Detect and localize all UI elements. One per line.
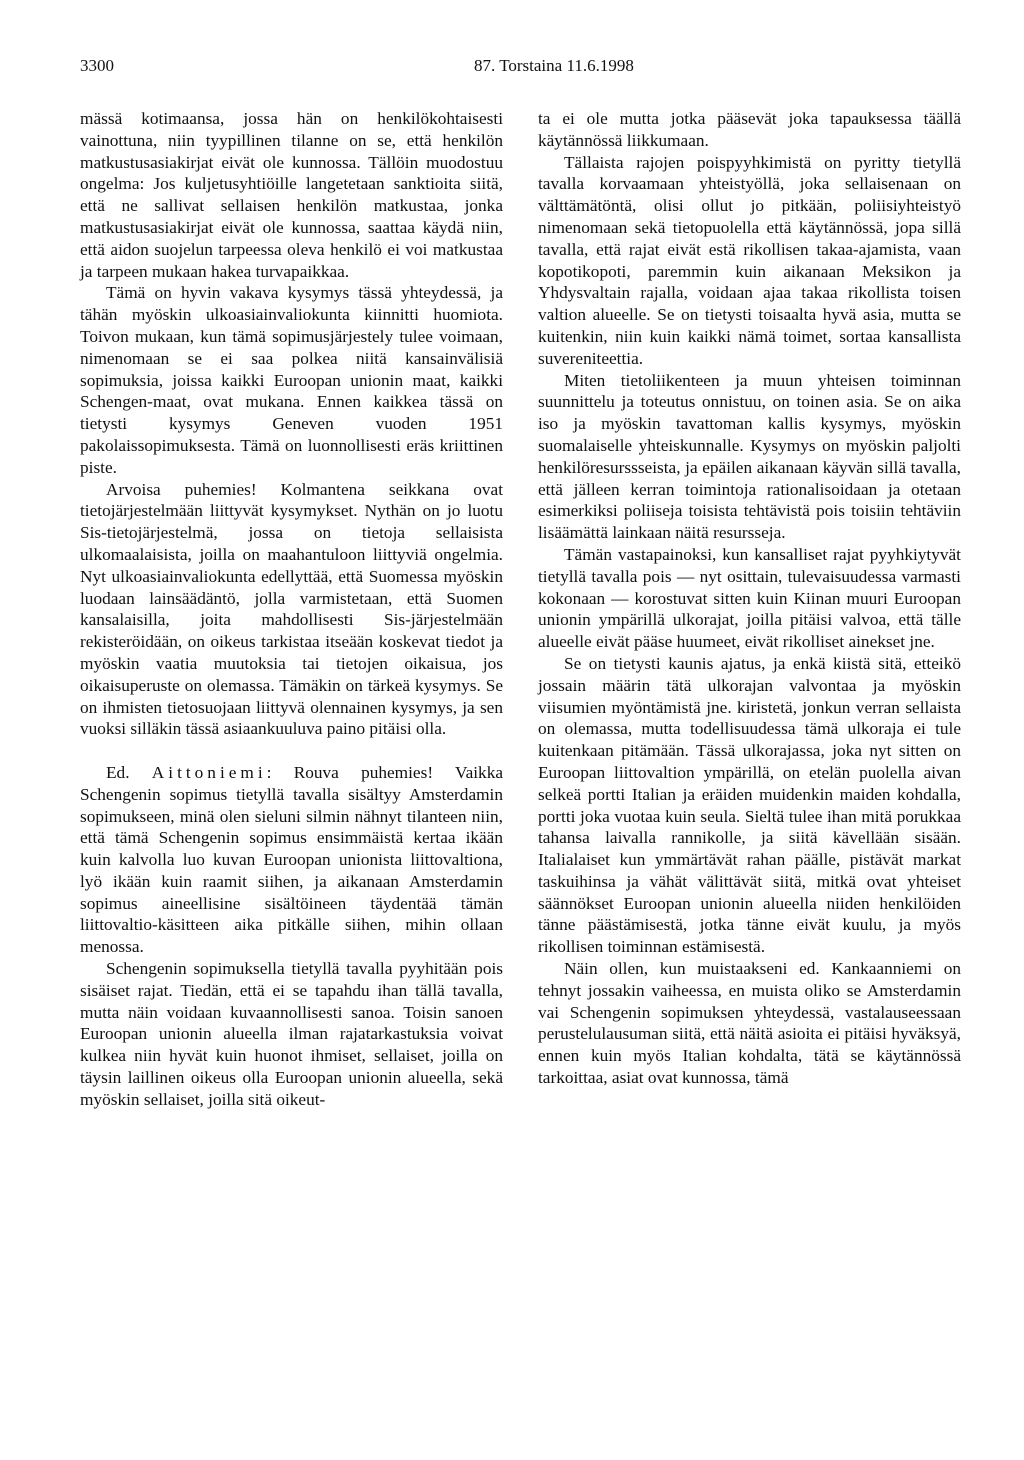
- paragraph: Se on tietysti kaunis ajatus, ja enkä kiistä sitä, etteikö jossain määrin tätä ulkorajan valvontaa ja myöskin viisumien myöntämistä jne. kiristetä, jonkun verran sellaista on olemassa, mutta todellisuudessa tämä ulkoraja ei tule kuitenkaan pitämään. Tässä ulkorajassa, joka nyt sitten on Euroopan liittovaltion ympärillä, on etelän puolella aivan selkeä portti Italian ja eräiden muidenkin maiden kohdalla, portti joka vuotaa kuin seula. Sieltä tulee ihan mitä porukkaa tahansa laivalla rannikolle, ja siitä kävellään sisään. Italialaiset kun ymmärtävät rahan päälle, pistävät markat taskuihinsa ja vähät välittävät siitä, mitkä ovat yhteiset säännökset Euroopan unionin alueella niiden henkilöiden tänne päästämisestä, jotka tänne eivät kuulu, ja myös rikollisen toiminnan estämisestä.: [538, 653, 961, 957]
- paragraph: Näin ollen, kun muistaakseni ed. Kankaanniemi on tehnyt jossakin vaiheessa, en muista oliko se Amsterdamin vai Schengenin sopimuksen yhteydessä, vastalauseessaan perustelulausuman siitä, että näitä asioita ei pitäisi hyväksyä, ennen kuin myös Italian kohdalta, tätä se käytännössä tarkoittaa, asiat ovat kunnossa, tämä: [538, 959, 961, 1088]
- speaker-prefix: Ed.: [106, 762, 152, 782]
- session-title: 87. Torstaina 11.6.1998: [474, 56, 634, 75]
- paragraph: Tämä on hyvin vakava kysymys tässä yhteydessä, ja tähän myöskin ulkoasiainvaliokunta kiinnitti huomiota. Toivon mukaan, kun tämä sopimusjärjestely tulee voimaan, nimenomaan se ei saa polkea niitä kansainvälisiä sopimuksia, joissa kaikki Euroopan unionin maat, kaikki Schengen-maat, ovat mukana. Ennen kaikkea tässä on tietysti kysymys Geneven vuoden 1951 pakolaissopimuksesta. Tämä on luonnollisesti eräs kriittinen piste.: [80, 283, 503, 477]
- paragraph: Miten tietoliikenteen ja muun yhteisen toiminnan suunnittelu ja toteutus onnistuu, on toinen asia. Se on aika iso ja myöskin tavattoman kallis kysymys, myöskin suomalaiselle yhteiskunnalle. Kysymys on myöskin paljolti henkilöresurssseista, ja epäilen aikanaan käyvän sillä tavalla, että jälleen kerran toimintoja rationalisoidaan ja otetaan esimerkiksi poliiseja toisista tehtävistä pois toisiin tehtäviin lisäämättä lainkaan näitä resursseja.: [538, 370, 961, 543]
- paragraph: mässä kotimaansa, jossa hän on henkilökohtaisesti vainottuna, niin tyypillinen tilanne on se, että henkilön matkustusasiakirjat eivät ole kunnossa. Tällöin muodostuu ongelma: Jos kuljetusyhtiöille langetetaan sanktioita siitä, että ne sallivat sellaisen henkilön matkustaa, jonka matkustusasiakirjat eivät ole kunnossa, saattaa käydä niin, että aidon suojelun tarpeessa oleva henkilö ei voi matkustaa ja tarpeen mukaan hakea turvapaikkaa.: [80, 109, 503, 281]
- paragraph: ta ei ole mutta jotka pääsevät joka tapauksessa täällä käytännössä liikkumaan.: [538, 109, 961, 150]
- speaker-name: Aittoniemi: [151, 762, 267, 782]
- page-number: 3300: [80, 56, 114, 75]
- speaker-turn: [80, 762, 503, 958]
- right-column: [538, 108, 961, 1089]
- speaker-text: : Rouva puhemies! Vaikka Schengenin sopimus tietyllä tavalla sisältyy Amsterdamin sopimukseen, minä olen sieluni silmin nähnyt tilanteen niin, että tämä Schengenin sopimus ensimmäistä kertaa ikään kuin kalvolla luo kuvan Euroopan unionista liittovaltiona, lyö ikään kuin raamit siihen, ja aikanaan Amsterdamin sopimus aineellisine sisältöineen täydentää tämän liittovaltio-käsitteen aika pitkälle siihen, mihin ollaan menossa.: [80, 762, 504, 957]
- paragraph: Arvoisa puhemies! Kolmantena seikkana ovat tietojärjestelmään liittyvät kysymykset. Nythän on jo luotu Sis-tietojärjestelmä, jossa on tietoja sellaisista ulkomaalaisista, joilla on maahantuloon liittyviä ongelmia. Nyt ulkoasiainvaliokunta edellyttää, että Suomessa myöskin luodaan lainsäädäntö, jolla varmistetaan, että Suomen kansalaisilla, joita mahdollisesti Sis-järjestelmään rekisteröidään, on oikeus tarkistaa itseään koskevat tiedot ja myöskin vaatia muutoksia tai tietojen oikaisua, jos oikaisuperuste on olemassa. Tämäkin on tärkeä kysymys. Se on ihmisten tietosuojaan liittyvä olennainen kysymys, ja sen vuoksi silläkin tässä asiaankuuluva paino pitäisi olla.: [80, 479, 503, 739]
- page-header: [0, 56, 1024, 80]
- paragraph: Schengenin sopimuksella tietyllä tavalla pyyhitään pois sisäiset rajat. Tiedän, että ei se tapahdu ihan tällä tavalla, mutta näin voidaan kuvaannollisesti sanoa. Toisin sanoen Euroopan unionin alueella ilman rajatarkastuksia voivat kulkea niin hyvät kuin huonot ihmiset, sellaiset, joilla on täysin laillinen oikeus olla Euroopan unionin alueella, sekä myöskin sellaiset, joilla sitä oikeut-: [80, 959, 503, 1109]
- paragraph: Tällaista rajojen poispyyhkimistä on pyritty tietyllä tavalla korvaamaan yhteistyöllä, joka sellaisenaan on välttämätöntä, olisi ollut jo pitkään, poliisiyhteistyö nimenomaan sekä tietopuolella että käytännössä, jopa sillä tavalla, että rajat eivät estä rikollisen takaa-ajamista, vaan kopotikopoti, paremmin kuin aikanaan Meksikon ja Yhdysvaltain rajalla, voidaan ajaa takaa rikollista toisen valtion alueelle. Se on tietysti toisaalta hyvä asia, mutta se kuitenkin, niin kuin kaikki nämä toimet, sortaa kansallista suvereniteettia.: [538, 152, 961, 368]
- left-column: [80, 108, 503, 1111]
- paragraph: Tämän vastapainoksi, kun kansalliset rajat pyyhkiytyvät tietyllä tavalla pois — nyt osittain, tulevaisuudessa varmasti kokonaan — korostuvat sitten kuin Kiinan muuri Euroopan unionin ympärillä ulkorajat, joilla pitäisi valvoa, että tälle alueelle eivät pääse huumeet, eivät rikolliset ainekset jne.: [538, 544, 961, 652]
